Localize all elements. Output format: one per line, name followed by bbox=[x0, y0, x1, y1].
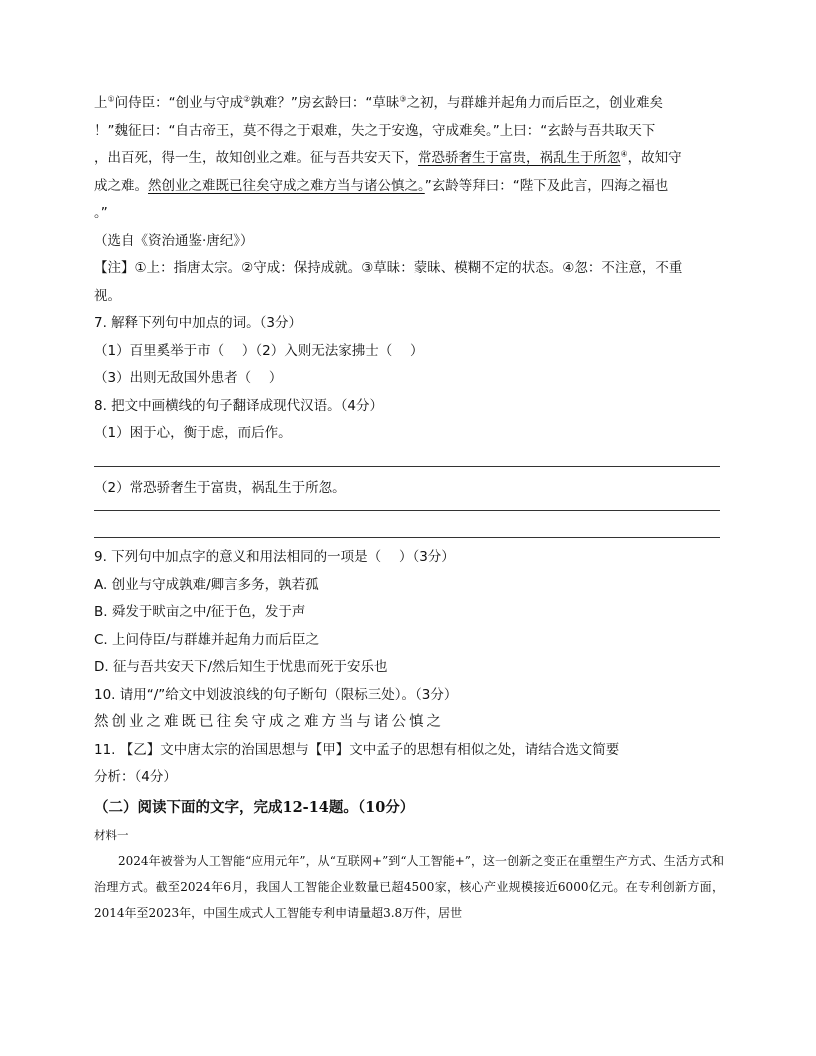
text: 成之难。 bbox=[94, 177, 148, 194]
passage-line-4 bbox=[94, 173, 724, 201]
footnote-mark: ③ bbox=[399, 94, 407, 104]
question-8: 8. 把文中画横线的句子翻译成现代汉语。（4分） bbox=[94, 397, 384, 414]
document-content bbox=[94, 90, 724, 926]
footnote-mark: ② bbox=[243, 94, 251, 104]
note-line-2: 视。 bbox=[94, 287, 121, 304]
question-7: 7. 解释下列句中加点的词。（3分） bbox=[94, 315, 303, 331]
underlined-sentence: 常恐骄奢生于富贵，祸乱生于所忽 bbox=[418, 150, 621, 166]
question-8-item-2: （2）常恐骄奢生于富贵，祸乱生于所忽。 bbox=[94, 479, 346, 496]
passage-source: （选自《资治通鉴·唐纪》） bbox=[94, 232, 254, 249]
material-paragraph: 2024年被誉为人工智能“应用元年”，从“互联网+”到“人工智能+”，这一创新之变正在重塑生产方式、生活方式和治理方式。截至2024年6月，我国人工智能企业数量已超4500家，核心产业规模接近6000亿元。在专利创新方面，2014年至2023年，中国生成式人工智能专利申请量超3.8万件，居世 bbox=[94, 853, 724, 920]
text: ，故知守 bbox=[627, 150, 682, 166]
material-label: 材料一 bbox=[94, 827, 129, 842]
text: ，出百死，得一生，故知创业之难。征与吾共安天下， bbox=[94, 150, 418, 166]
wavy-underlined-sentence: 然创业之难既已往矣守成之难方当与诸公慎之。 bbox=[148, 177, 425, 194]
passage-line-5: 。” bbox=[94, 205, 108, 221]
material-body bbox=[94, 848, 724, 926]
question-10: 10. 请用“/”给文中划波浪线的句子断句（限标三处）。（3分） bbox=[94, 686, 458, 703]
text: 上 bbox=[94, 95, 108, 111]
section-heading: （二）阅读下面的文字，完成12-14题。（10分） bbox=[94, 798, 415, 816]
question-9-option-b: B. 舜发于畎亩之中/征于色，发于声 bbox=[94, 604, 306, 620]
question-9-option-d: D. 征与吾共安天下/然后知生于忧患而死于安乐也 bbox=[94, 659, 388, 675]
passage-line-3 bbox=[94, 145, 724, 173]
question-8-item-1: （1）困于心，衡于虑，而后作。 bbox=[94, 425, 292, 441]
question-7-items-b: （3）出则无敌国外患者（ ） bbox=[94, 370, 283, 386]
question-10-text: 然创业之难既已往矣守成之难方当与诸公慎之 bbox=[94, 714, 444, 730]
text: ”玄龄等拜曰：“陛下及此言，四海之福也 bbox=[424, 177, 669, 194]
question-7-items-a: （1）百里奚举于市（ ）（2）入则无法家拂士（ ） bbox=[94, 342, 424, 359]
text: 孰难？”房玄龄曰：“草昧 bbox=[250, 95, 400, 111]
question-11-cont: 分析：（4分） bbox=[94, 769, 177, 785]
footnote-mark: ④ bbox=[620, 149, 628, 159]
note-line-1: 【注】①上：指唐太宗。②守成：保持成就。③草昧：蒙昧、模糊不定的状态。④忽：不注意，不重 bbox=[94, 260, 683, 276]
question-11: 11. 【乙】文中唐太宗的治国思想与【甲】文中孟子的思想有相似之处，请结合选文简要 bbox=[94, 741, 620, 758]
text: 问侍臣：“创业与守成 bbox=[114, 95, 244, 111]
question-9-option-c: C. 上问侍臣/与群雄并起角力而后臣之 bbox=[94, 631, 320, 648]
passage-line-2: ！”魏征曰：“自古帝王，莫不得之于艰难，失之于安逸，守成难矣。”上曰：“玄龄与吾共取天下 bbox=[94, 122, 656, 139]
passage-line-1 bbox=[94, 90, 724, 118]
footnote-mark: ① bbox=[107, 94, 115, 104]
text: 之初，与群雄并起角力而后臣之，创业难矣 bbox=[406, 95, 664, 111]
question-9: 9. 下列句中加点字的意义和用法相同的一项是（ ）（3分） bbox=[94, 549, 455, 565]
question-9-option-a: A. 创业与守成孰难/卿言多务，孰若孤 bbox=[94, 576, 319, 593]
